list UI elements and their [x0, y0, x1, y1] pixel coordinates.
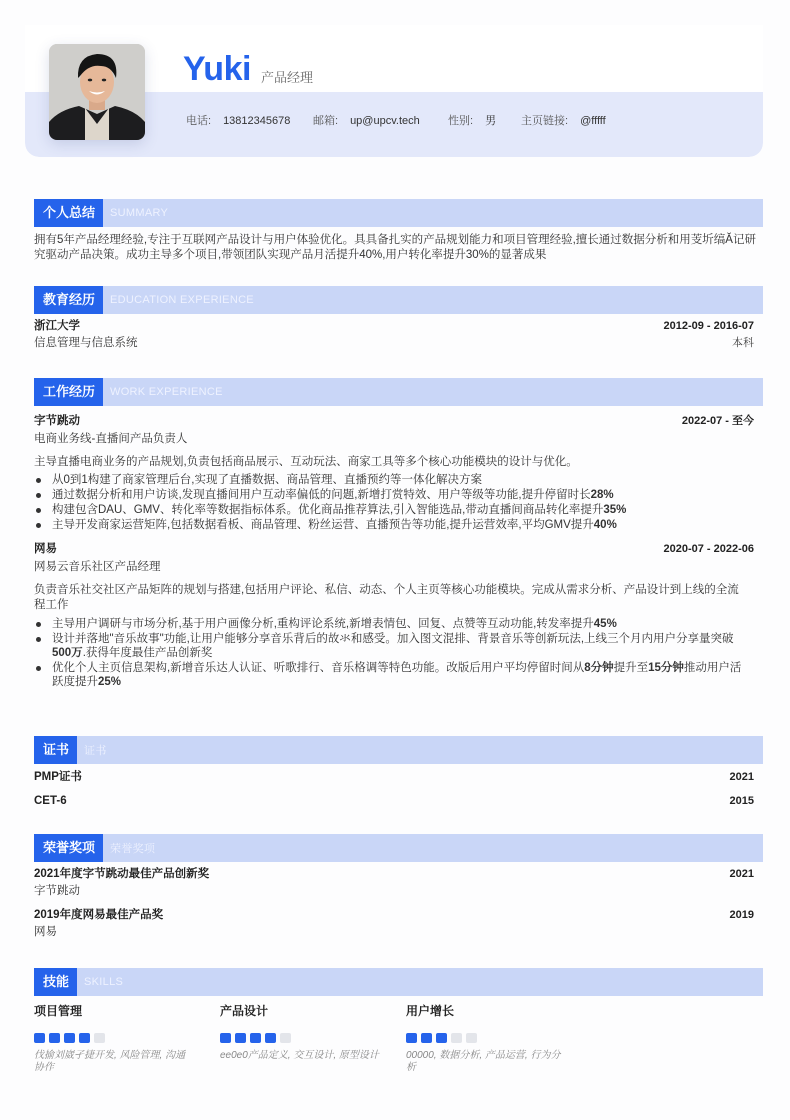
skill-description: 00000, 数据分析, 产品运营, 行为分析	[406, 1050, 561, 1073]
certificate-year: 2021	[729, 771, 754, 783]
list-item: 设计并落地"音乐故事"功能,让用户能够分享音乐背后的故氺和感受。加入图文混排、背景音乐等创新玩法,上线三个月内用户分享量突破500万.获得年度最佳产品创新奖	[34, 632, 749, 660]
awards-section	[34, 834, 763, 940]
job-description: 主导直播电商业务的产品规划,负责包括商品展示、互动玩法、商家工具等多个核心功能模块的设计与优化。	[34, 456, 578, 468]
rating-dot-empty	[466, 1033, 477, 1043]
candidate-name: Yuki	[183, 50, 251, 88]
skills-list	[34, 1002, 763, 1074]
section-subtitle: EDUCATION EXPERIENCE	[110, 294, 254, 306]
education-date: 2012-09 - 2016-07	[663, 320, 754, 332]
section-header	[34, 378, 763, 406]
work-item	[34, 412, 763, 532]
job-description: 负责音乐社交社区产品矩阵的规划与搭建,包括用户评论、私信、动态、个人主页等核心功能模块。完成从需求分析、产品设计到上线的全流程工作	[34, 584, 739, 611]
rating-dot-empty	[451, 1033, 462, 1043]
rating-dot-empty	[280, 1033, 291, 1043]
rating-dot-filled	[436, 1033, 447, 1043]
section-subtitle: SUMMARY	[110, 207, 169, 219]
skill-name: 项目管理	[34, 1004, 83, 1018]
rating-dot-filled	[250, 1033, 261, 1043]
rating-dot-filled	[220, 1033, 231, 1043]
skill-name: 用户增长	[406, 1004, 455, 1018]
skill-name: 产品设计	[220, 1004, 269, 1018]
summary-section	[34, 199, 763, 263]
certificate-item	[34, 794, 763, 809]
list-item: 主导开发商家运营矩阵,包括数据看板、商品管理、粉丝运营、直播预告等功能,提升运营效率,平均GMV提升40%	[34, 518, 763, 532]
list-item: 构建包含DAU、GMV、转化率等数据指标体系。优化商品推荐算法,引入智能选品,带动直播间商品转化率提升35%	[34, 503, 763, 517]
section-title: 个人总结	[34, 199, 103, 227]
section-title: 技能	[34, 968, 77, 996]
award-year: 2021	[729, 868, 754, 880]
rating-dot-filled	[235, 1033, 246, 1043]
skill-description: 伐揄刘崴孑捷开发, 风险管理, 沟通协作	[34, 1050, 186, 1073]
skill-level-rating	[406, 1033, 592, 1043]
certificate-year: 2015	[729, 795, 754, 807]
candidate-title: 产品经理	[261, 70, 314, 85]
award-name: 2019年度网易最佳产品奖	[34, 909, 164, 921]
section-header	[34, 286, 763, 314]
rating-dot-filled	[64, 1033, 75, 1043]
skill-level-rating	[220, 1033, 406, 1043]
list-item: 优化个人主页信息架构,新增音乐达人认证、听歌排行、音乐格调等特色功能。改版后用户平均停留时间从8分钟提升至15分钟推动用户活跃度提升25%	[34, 661, 749, 689]
achievement-list	[34, 617, 763, 689]
contact-homepage[interactable]: 主页链接: @fffff	[521, 115, 606, 127]
summary-text: 拥有5年产品经理经验,专注于互联网产品设计与用户体验优化。具具备扎实的产品规划能力和项目管理经验,擅长通过数据分析和用芰圻缟Ă记研究驱动产品决策。成功主导多个项目,带领团队实现产品月活提升40%,用户转化率提升30%的显著成果	[34, 234, 756, 261]
school-name: 浙江大学	[34, 320, 80, 332]
skill-description: ee0e0产品定义, 交互设计, 原型设计	[220, 1050, 379, 1061]
section-title: 教育经历	[34, 286, 103, 314]
education-item	[34, 319, 763, 351]
work-item	[34, 542, 763, 689]
list-item: 从0到1构建了商家管理后台,实现了直播数据、商品管理、直播预约等一体化解决方案	[34, 473, 763, 487]
skill-item	[220, 1002, 406, 1074]
section-subtitle: 证书	[84, 745, 107, 757]
section-header	[34, 199, 763, 227]
rating-dot-empty	[94, 1033, 105, 1043]
skill-item	[406, 1002, 592, 1074]
rating-dot-filled	[79, 1033, 90, 1043]
award-name: 2021年度字节跳动最佳产品创新奖	[34, 868, 210, 880]
section-title: 工作经历	[34, 378, 103, 406]
company-name: 网易	[34, 543, 57, 555]
certificates-section	[34, 736, 763, 809]
certificate-name: CET-6	[34, 795, 67, 807]
section-subtitle: 荣誉奖项	[110, 843, 156, 855]
section-title: 证书	[34, 736, 77, 764]
major: 信息管理与信息系统	[34, 337, 138, 349]
job-role: 网易云音乐社区产品经理	[34, 561, 161, 573]
section-header	[34, 834, 763, 862]
list-item: 通过数据分析和用户访谈,发现直播间用户互动率偏低的问题,新增打赏特效、用户等级等功能,提升停留时长28%	[34, 488, 763, 502]
rating-dot-filled	[265, 1033, 276, 1043]
avatar-photo-icon	[49, 44, 145, 140]
rating-dot-filled	[49, 1033, 60, 1043]
education-section	[34, 286, 763, 351]
section-title: 荣誉奖项	[34, 834, 103, 862]
certificate-item	[34, 770, 763, 785]
work-section	[34, 378, 763, 690]
section-subtitle: WORK EXPERIENCE	[110, 386, 223, 398]
rating-dot-filled	[406, 1033, 417, 1043]
list-item: 主导用户调研与市场分析,基于用户画像分析,重构评论系统,新增表情包、回复、点赞等互动功能,转发率提升45%	[34, 617, 749, 631]
award-org: 字节跳动	[34, 885, 80, 897]
work-date: 2022-07 - 至今	[681, 415, 754, 427]
achievement-list	[34, 473, 763, 532]
section-subtitle: SKILLS	[84, 976, 124, 988]
section-header	[34, 736, 763, 764]
contact-phone: 电话: 13812345678	[186, 115, 291, 127]
contact-gender: 性别: 男	[448, 115, 497, 127]
contact-email[interactable]: 邮箱: up@upcv.tech	[313, 115, 420, 127]
skill-level-rating	[34, 1033, 220, 1043]
job-role: 电商业务线-直播间产品负责人	[34, 433, 188, 445]
certificate-name: PMP证书	[34, 771, 82, 783]
section-header	[34, 968, 763, 996]
award-item	[34, 867, 763, 899]
rating-dot-filled	[421, 1033, 432, 1043]
award-year: 2019	[729, 909, 754, 921]
skills-section	[34, 968, 763, 1074]
award-org: 网易	[34, 926, 57, 938]
company-name: 字节跳动	[34, 415, 80, 427]
rating-dot-filled	[34, 1033, 45, 1043]
award-item	[34, 908, 763, 940]
avatar	[49, 44, 145, 140]
degree: 本科	[732, 337, 754, 349]
skill-item	[34, 1002, 220, 1074]
work-date: 2020-07 - 2022-06	[663, 543, 754, 555]
